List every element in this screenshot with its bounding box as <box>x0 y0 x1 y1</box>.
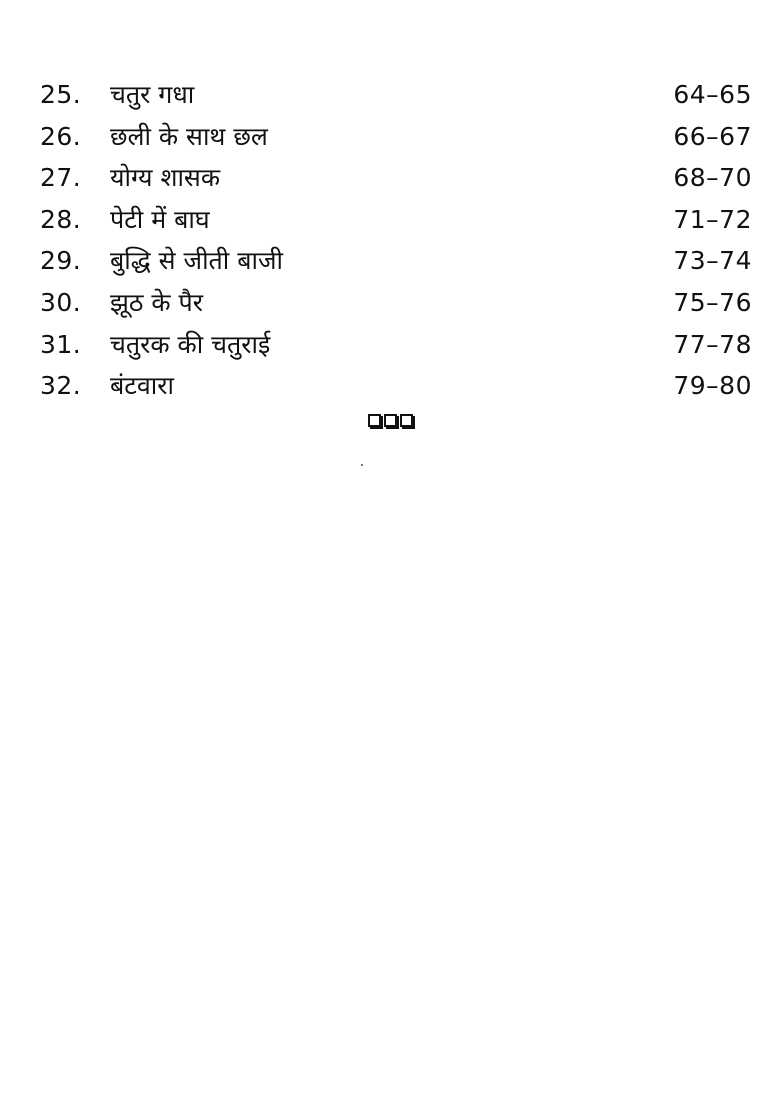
entry-title: छली के साथ छल <box>110 121 268 151</box>
entry-title: बुद्धि से जीती बाजी <box>110 246 283 276</box>
square-box-icon <box>400 414 413 427</box>
toc-entry <box>40 365 752 407</box>
entry-number: 25. <box>40 80 82 109</box>
toc-entry <box>40 282 752 324</box>
entry-pages: 77–78 <box>673 329 752 359</box>
entry-title: पेटी में बाघ <box>110 204 210 234</box>
toc-entry <box>40 116 752 158</box>
toc-entry <box>40 199 752 241</box>
entry-pages: 73–74 <box>673 246 752 276</box>
toc-entry <box>40 240 752 282</box>
scan-speck <box>361 464 363 466</box>
three-square-boxes-icon <box>0 414 780 427</box>
entry-title: झूठ के पैर <box>110 287 203 317</box>
entry-pages: 68–70 <box>673 163 752 193</box>
entry-title: बंटवारा <box>110 371 174 401</box>
entry-number: 28. <box>40 204 82 234</box>
toc-entry <box>40 157 752 199</box>
entry-pages: 64–65 <box>673 80 752 109</box>
entry-pages: 66–67 <box>673 121 752 151</box>
entry-pages: 75–76 <box>673 287 752 317</box>
entry-number: 27. <box>40 163 82 193</box>
entry-number: 26. <box>40 121 82 151</box>
entry-number: 32. <box>40 371 82 401</box>
square-box-icon <box>384 414 397 427</box>
entry-number: 30. <box>40 287 82 317</box>
entry-title: योग्य शासक <box>110 163 221 193</box>
entry-title: चतुरक की चतुराई <box>110 329 271 359</box>
table-of-contents <box>40 74 752 407</box>
entry-pages: 71–72 <box>673 204 752 234</box>
entry-pages: 79–80 <box>673 371 752 401</box>
toc-entry <box>40 74 752 116</box>
square-box-icon <box>368 414 381 427</box>
entry-number: 31. <box>40 329 82 359</box>
toc-entry <box>40 324 752 366</box>
entry-title: चतुर गधा <box>110 80 195 109</box>
entry-number: 29. <box>40 246 82 276</box>
